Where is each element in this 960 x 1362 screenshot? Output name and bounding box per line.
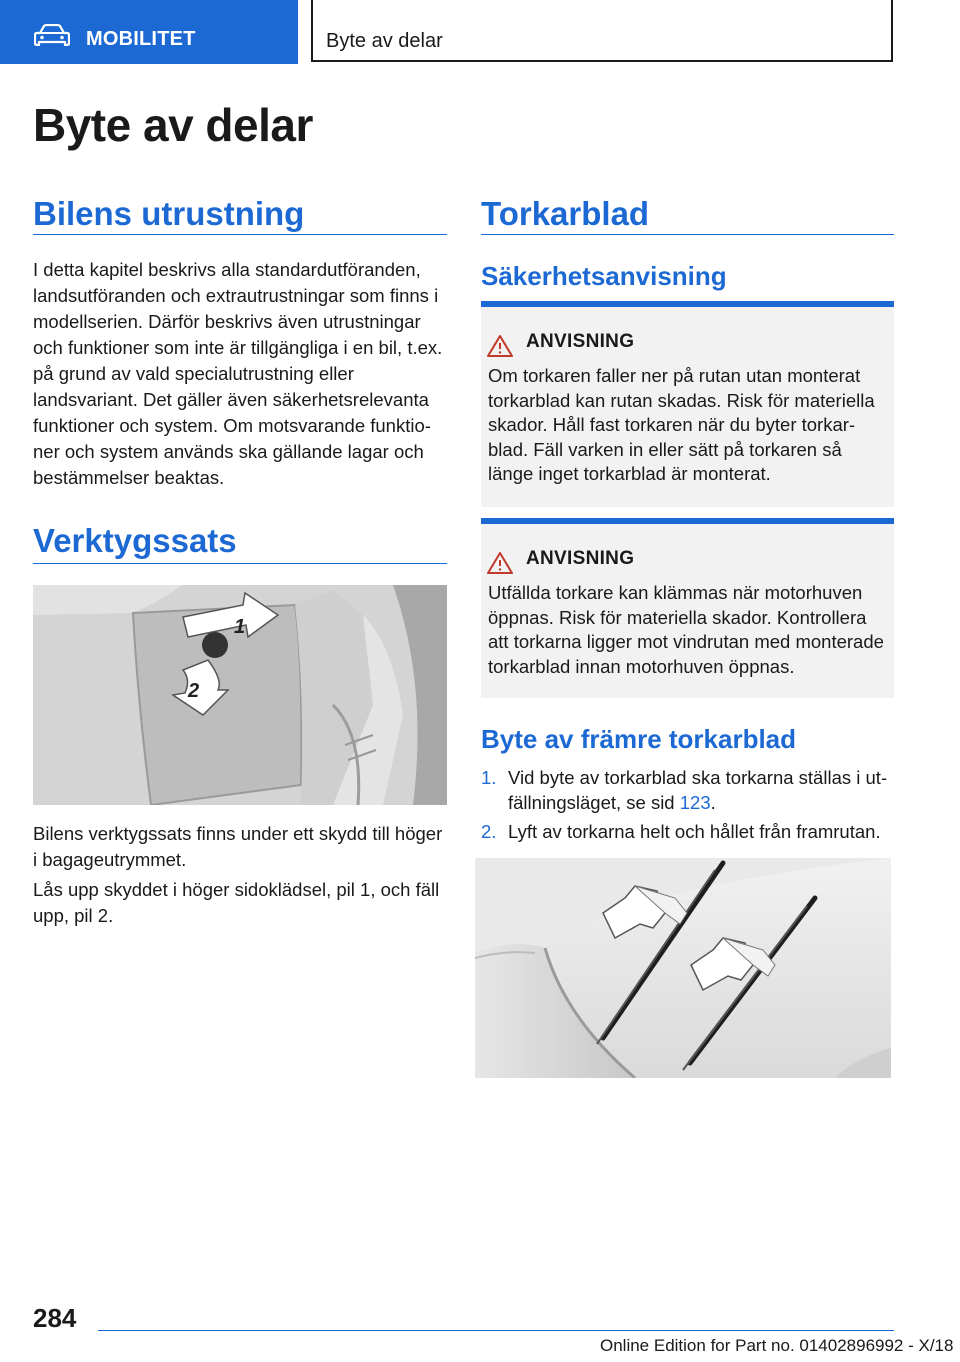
front-wiper-heading: Byte av främre torkarblad (481, 724, 797, 754)
page-link[interactable]: 123 (679, 792, 711, 813)
step-text: Lyft av torkarna helt och hållet från framrutan. (508, 821, 881, 842)
safety-heading: Säkerhetsanvisning (481, 261, 727, 291)
wiper-image (475, 858, 891, 1078)
notice-text: Utfällda torkare kan klämmas när motorhuven öppnas. Risk för materiella skador. Kontrollera att torkarna ligger mot vindrutan med monterade torkarblad innan motorhuven öppnas. (488, 582, 884, 677)
step-number: 1. (481, 767, 497, 788)
footer-rule (98, 1330, 894, 1331)
toolkit-image (33, 585, 447, 805)
toolkit-text-1: Bilens verktygssats finns under ett skydd till höger i bagageutrymmet. (33, 823, 443, 870)
equipment-text: I detta kapitel beskrivs alla standardutföranden, landsutföranden och extrautrustningar som finns i modellserien. Därför beskrivs även utrustningar och funktioner som inte är tillgängliga i en bil, t.ex. på grund av vald specialutrustning eller landsvariant. Det gäller även säkerhetsrelevanta funktioner och system. Om motsvarande funktioner och system används ska gällande lagar och bestämmelser beaktas. (33, 259, 443, 488)
step-text: Vid byte av torkarblad ska torkarna ställas i utfällningsläget, se sid 123. (508, 767, 888, 813)
notice-label: ANVISNING (526, 548, 635, 569)
toolkit-heading: Verktygssats (33, 522, 237, 559)
wiper-rule (481, 234, 894, 235)
toolkit-rule (33, 563, 447, 564)
section-label[interactable]: MOBILITET (86, 28, 196, 50)
page-number: 284 (33, 1303, 77, 1333)
warning-icon (487, 333, 513, 359)
step-number: 2. (481, 821, 497, 842)
wiper-heading: Torkarblad (481, 195, 650, 232)
page-title: Byte av delar (33, 99, 313, 151)
notice-text: Om torkaren faller ner på rutan utan monterat torkarblad kan rutan skadas. Risk för materiella skador. Håll fast torkaren när du byter torkarblad. Fäll varken in eller sätt på torkaren så länge inget torkarblad är monterat. (488, 365, 875, 484)
warning-icon (487, 550, 513, 576)
notice-label: ANVISNING (526, 331, 635, 352)
notice-box (481, 301, 894, 507)
page-heading: Byte av delar (326, 30, 443, 52)
equipment-rule (33, 234, 447, 235)
equipment-heading: Bilens utrustning (33, 195, 305, 232)
notice-box (481, 518, 894, 698)
arrow-2-label: 2 (188, 680, 200, 702)
footer-edition: Online Edition for Part no. 01402896992 - X/18 (600, 1336, 954, 1355)
arrow-1-label: 1 (234, 616, 246, 638)
car-icon (34, 24, 70, 46)
toolkit-text-2: Lås upp skyddet i höger sidoklädsel, pil 1, och fäll upp, pil 2. (33, 879, 440, 926)
